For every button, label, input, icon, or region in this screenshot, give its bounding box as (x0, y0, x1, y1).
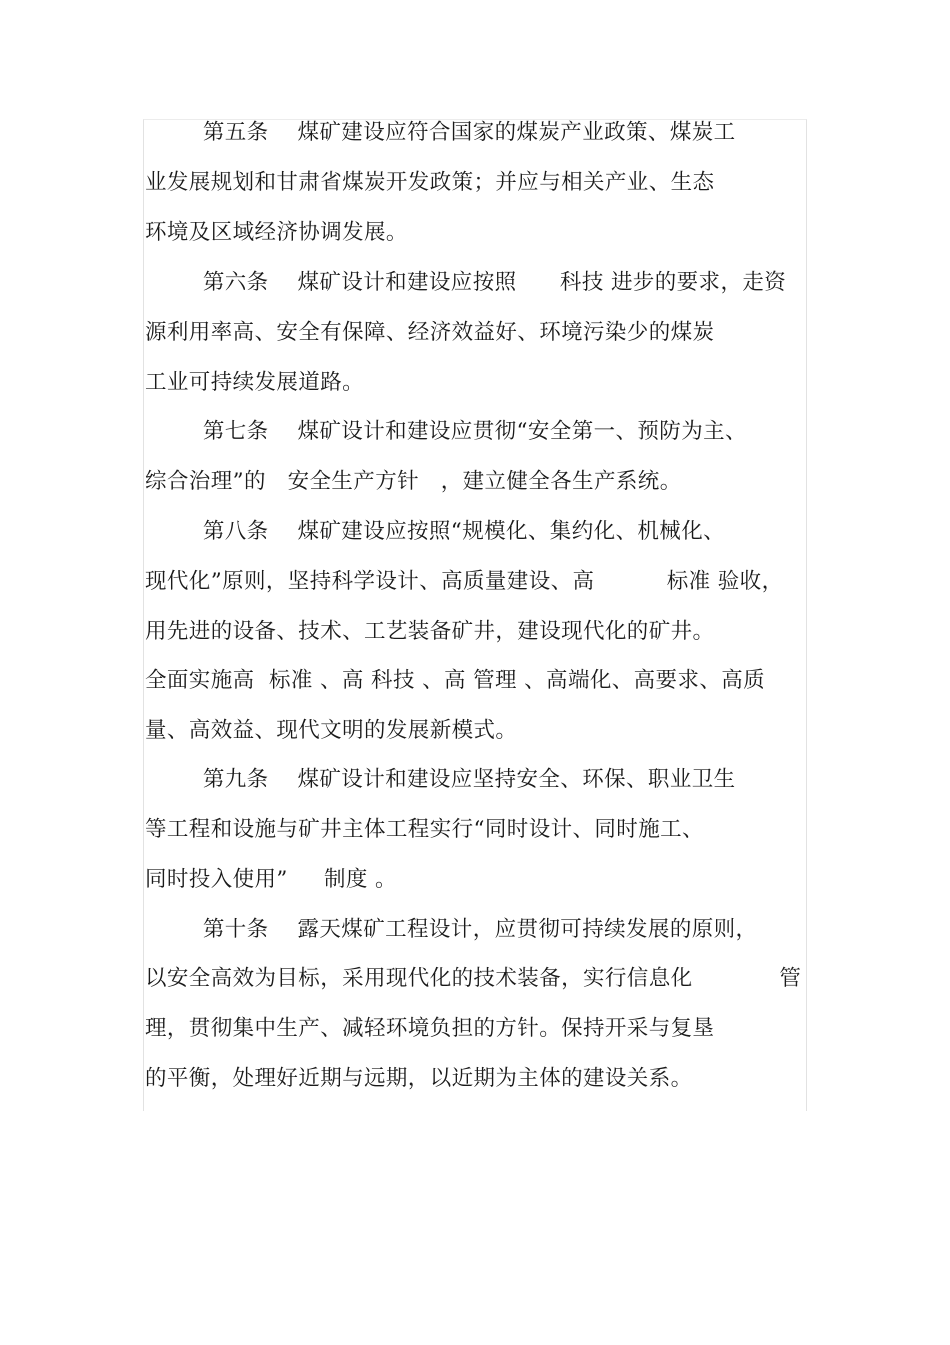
text-line: 等工程和设施与矿井主体工程实行“同时设计、同时施工、 (145, 817, 704, 842)
text-line: 以安全高效为目标，采用现代化的技术装备，实行信息化 管 (145, 966, 802, 991)
text-line: 第九条 煤矿设计和建设应坚持安全、环保、职业卫生 (145, 767, 736, 792)
text-line: 第八条 煤矿建设应按照“规模化、集约化、机械化、 (145, 519, 726, 544)
text-line: 工业可持续发展道路。 (145, 370, 365, 395)
text-line: 的平衡，处理好近期与远期，以近期为主体的建设关系。 (145, 1066, 693, 1091)
text-line: 源利用率高、安全有保障、经济效益好、环境污染少的煤炭 (145, 320, 715, 345)
text-line: 第七条 煤矿设计和建设应贯彻“安全第一、预防为主、 (145, 419, 747, 444)
text-line: 同时投入使用” 制度 。 (145, 867, 397, 892)
text-line: 第十条 露天煤矿工程设计，应贯彻可持续发展的原则， (145, 917, 758, 942)
text-line: 全面实施高 标准 、高 科技 、高 管理 、高端化、高要求、高质 (145, 668, 766, 693)
text-line: 现代化”原则，坚持科学设计、高质量建设、高 标准 验收， (145, 569, 784, 594)
text-line: 业发展规划和甘肃省煤炭开发政策；并应与相关产业、生态 (145, 170, 715, 195)
text-line: 用先进的设备、技术、工艺装备矿井，建设现代化的矿井。 (145, 619, 715, 644)
text-line: 第六条 煤矿设计和建设应按照 科技 进步的要求，走资 (145, 270, 787, 295)
text-line: 环境及区域经济协调发展。 (145, 220, 408, 245)
text-line: 量、高效益、现代文明的发展新模式。 (145, 718, 518, 743)
text-line: 综合治理”的 安全生产方针 ，建立健全各生产系统。 (145, 469, 682, 494)
text-line: 第五条 煤矿建设应符合国家的煤炭产业政策、煤炭工 (145, 120, 736, 145)
text-line: 理，贯彻集中生产、减轻环境负担的方针。保持开采与复垦 (145, 1016, 715, 1041)
